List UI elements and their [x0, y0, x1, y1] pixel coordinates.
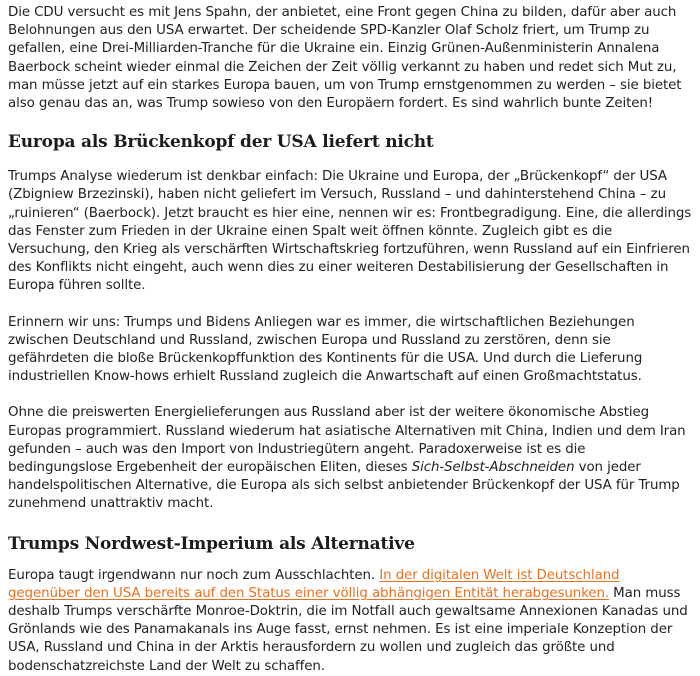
- section-heading-nordwest-imperium: Trumps Nordwest-Imperium als Alternative: [8, 533, 415, 554]
- paragraph-erinnern: Erinnern wir uns: Trumps und Bidens Anliegen war es immer, die wirtschaftlichen Beziehungen zwischen Deutschland und Russland, zwischen Europa und Russland zu zerstören, denn sie gefährdeten die bloße Brückenkopffunktion des Kontinents für die USA. Und durch die Lieferung industriellen Know-hows erhielt Russland zugleich die Anwartschaft auf einen Großmachtstatus.: [8, 314, 643, 385]
- paragraph-energielieferungen: [8, 404, 692, 513]
- italic-term: Sich-Selbst-Abschneiden: [411, 460, 575, 476]
- paragraph-text: Europa taugt irgendwann nur noch zum Ausschlachten.: [8, 567, 380, 583]
- article-body: [8, 4, 692, 676]
- paragraph-text: Ohne die preiswerten Energielieferungen aus Russland aber ist der weitere ökonomische Abstieg Europas programmiert. Russland wiederum hat asiatische Alternativen mit China, Indien und dem Iran gefunden – auch was den Import von Industriegütern angeht. Paradoxerweise ist es die bedingungslose Ergebenheit der europäischen Eliten, dieses: [8, 405, 686, 476]
- paragraph-text: von jeder handelspolitischen Alternative, die Europa als sich selbst anbietender Brückenkopf der USA für Trump zunehmend unattraktiv macht.: [8, 460, 680, 512]
- paragraph-ausschlachten: [8, 567, 692, 676]
- link-digitale-welt[interactable]: In der digitalen Welt ist Deutschland gegenüber den USA bereits auf den Status einer völlig abhängigen Entität herabgesunken.: [8, 567, 620, 601]
- paragraph-cdu-spahn: Die CDU versucht es mit Jens Spahn, der anbietet, eine Front gegen China zu bilden, dafür aber auch Belohnungen aus den USA erwartet. Der scheidende SPD-Kanzler Olaf Scholz friert, um Trump zu gefallen, eine Drei-Milliarden-Tranche für die Ukraine ein. Einzig Grünen-Außenministerin Annalena Baerbock scheint wieder einmal die Zeichen der Zeit völlig verkannt zu haben und redet sich Mut zu, man müsse jetzt auf ein starkes Europa bauen, um von Trump ernstgenommen zu werden – sie bietet also genau das an, was Trump sowieso von den Europäern fordert. Es sind wahrlich bunte Zeiten!: [8, 5, 682, 112]
- paragraph-text: Man muss deshalb Trumps verschärfte Monroe-Doktrin, die im Notfall auch gewaltsame Annexionen Kanadas und Grönlands wie des Panamakanals ins Auge fasst, ernst nehmen. Es ist eine imperiale Konzeption der USA, Russland und China in der Arktis herausfordern zu wollen und zugleich das größte und bodenschatzreichste Land der Welt zu schaffen.: [8, 585, 688, 674]
- paragraph-trumps-analyse: Trumps Analyse wiederum ist denkbar einfach: Die Ukraine und Europa, der „Brückenkopf“ der USA (Zbigniew Brzezinski), haben nicht geliefert im Versuch, Russland – und dahinterstehend China – zu „ruinieren“ (Baerbock). Jetzt braucht es hier eine, nennen wir es: Frontbegradigung. Eine, die allerdings das Fenster zum Frieden in der Ukraine einen Spalt weit öffnen könnte. Zugleich gibt es die Versuchung, den Krieg als verschärften Wirtschaftskrieg fortzuführen, wenn Russland auf ein Einfrieren des Konflikts nicht eingeht, auch wenn dies zu einer weiteren Destabilisierung der Gesellschaften in Europa führen sollte.: [8, 169, 692, 294]
- section-heading-brueckenkopf: Europa als Brückenkopf der USA liefert nicht: [8, 132, 434, 153]
